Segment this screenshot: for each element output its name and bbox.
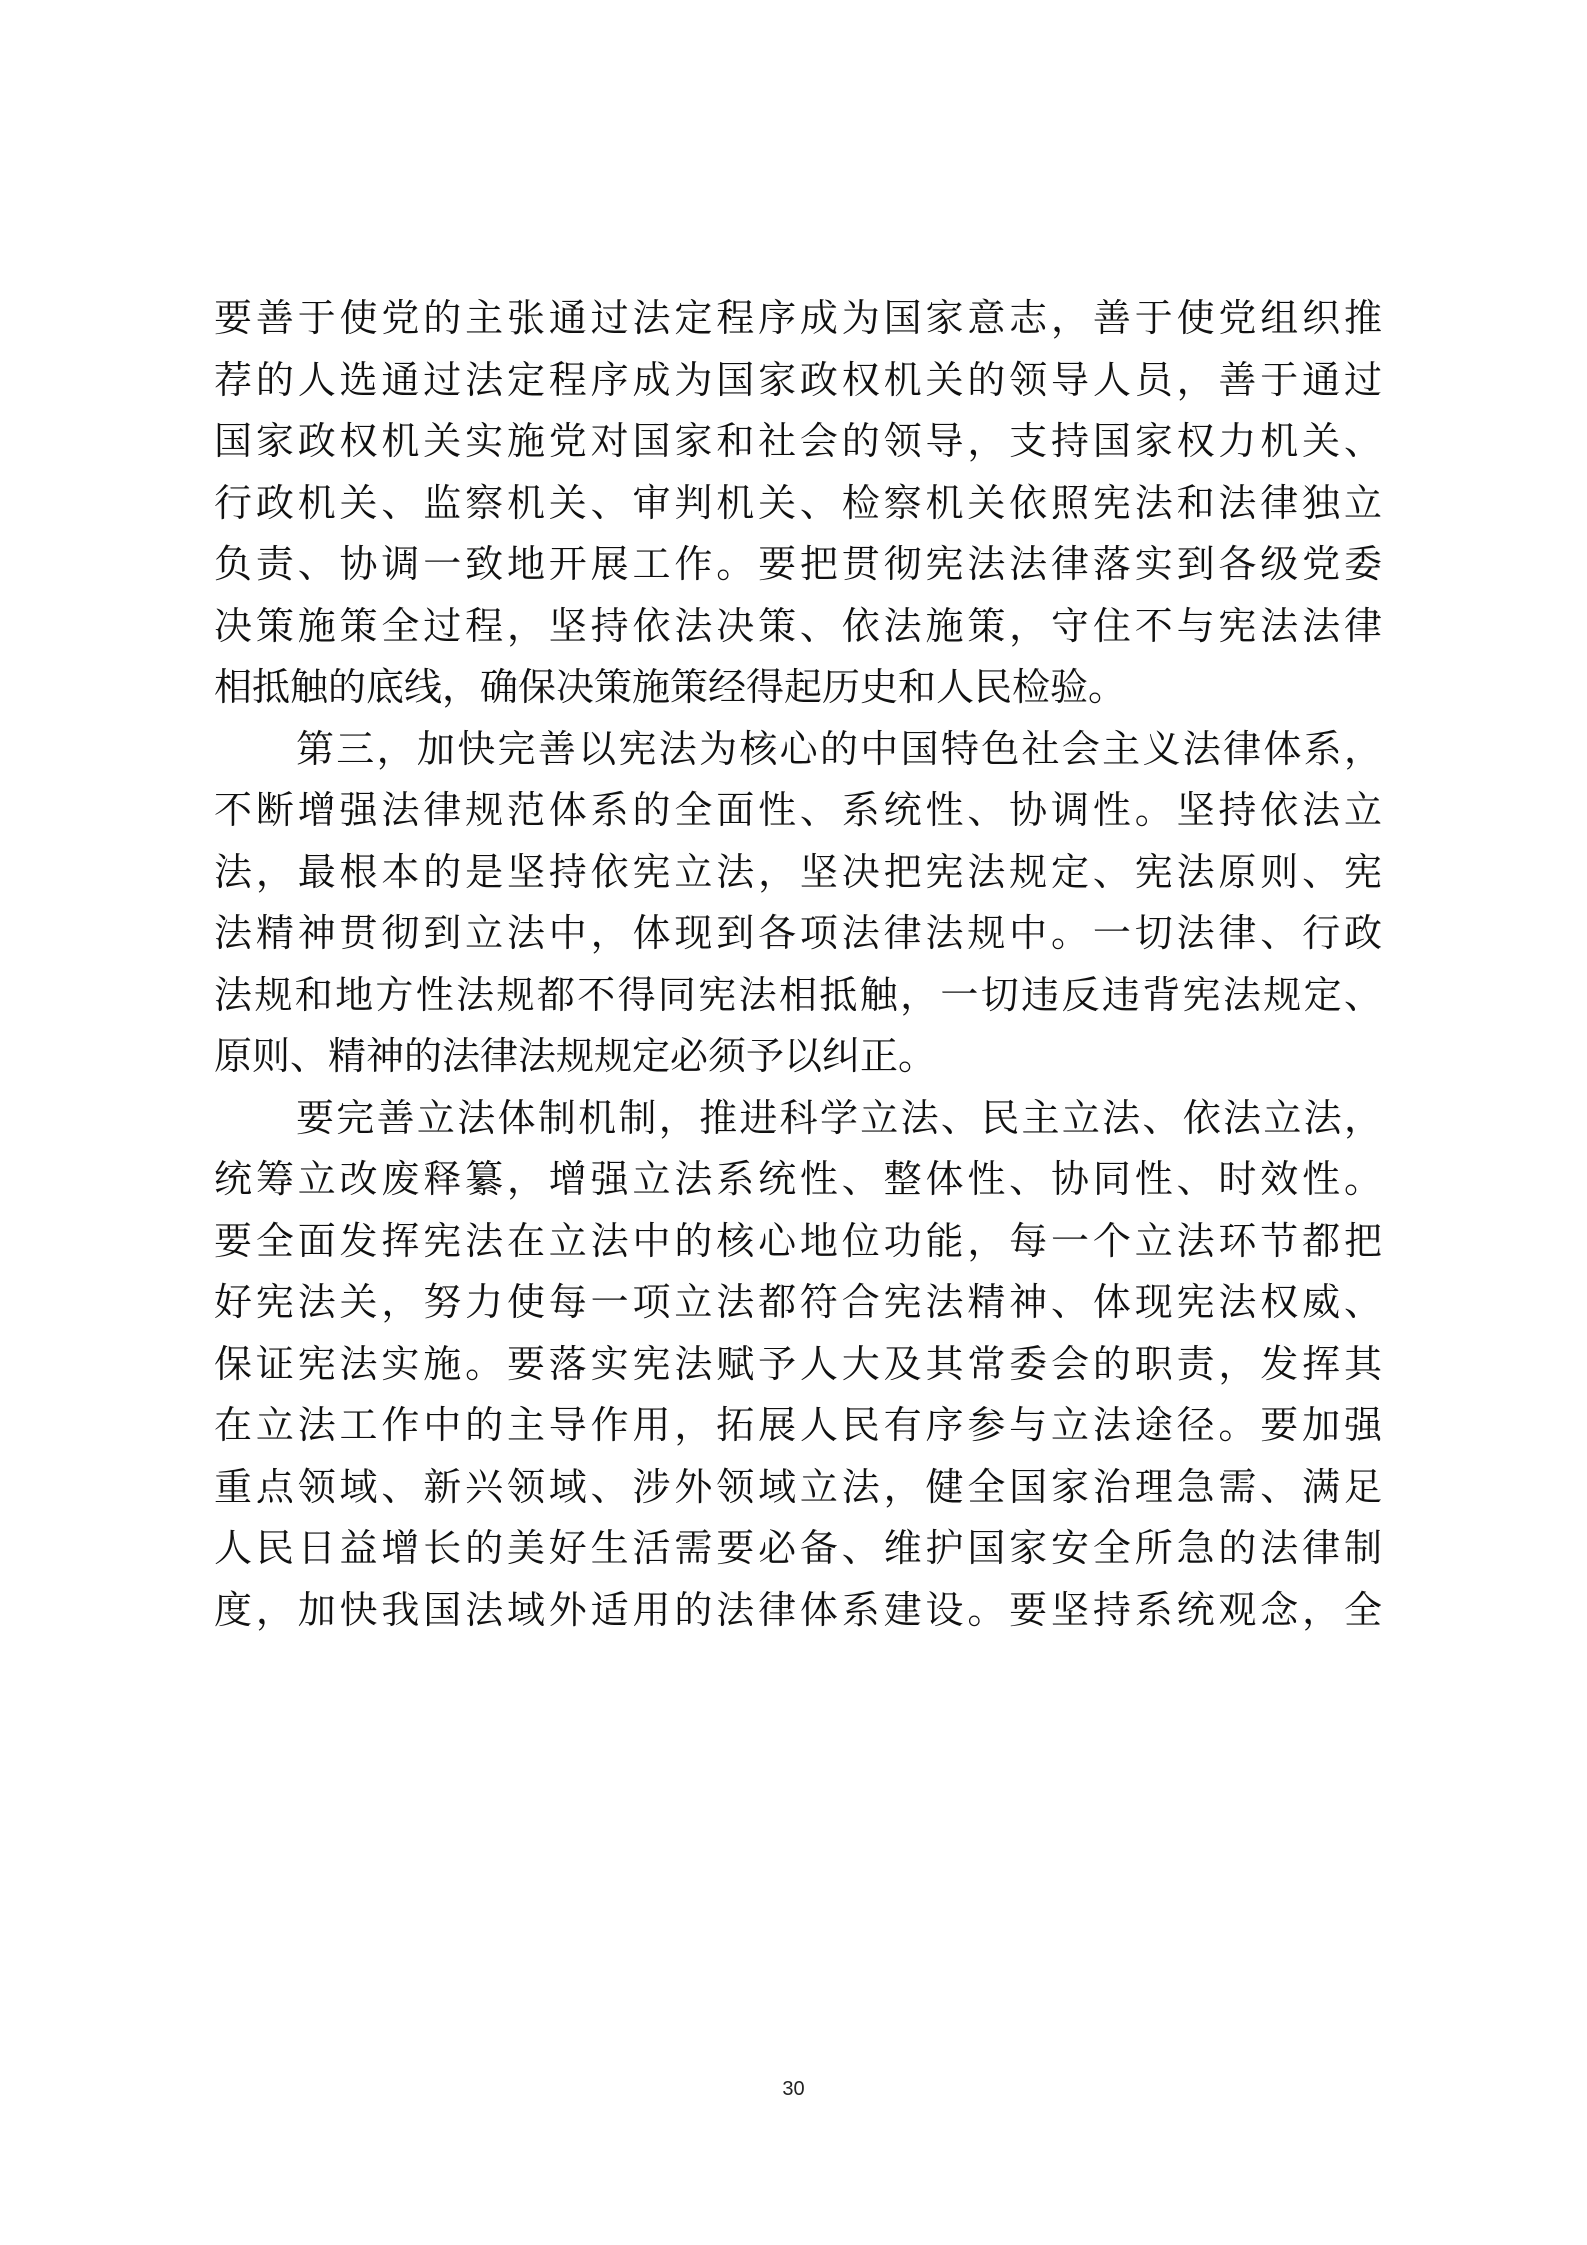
text-line: 相抵触的底线，确保决策施策经得起历史和人民检验。	[214, 665, 1127, 709]
text-line: 决策施策全过程，坚持依法决策、依法施策，守住不与宪法法律	[214, 603, 1382, 648]
text-line: 统筹立改废释纂，增强立法系统性、整体性、协同性、时效性。	[214, 1157, 1382, 1201]
text-line: 国家政权机关实施党对国家和社会的领导，支持国家权力机关、	[214, 419, 1382, 463]
paragraph-first-line: 要完善立法体制机制，推进科学立法、民主立法、依法立法，	[296, 1095, 1382, 1140]
text-line: 重点领域、新兴领域、涉外领域立法，健全国家治理急需、满足	[214, 1464, 1382, 1509]
text-line: 荐的人选通过法定程序成为国家政权机关的领导人员，善于通过	[214, 357, 1382, 402]
page-number: 30	[782, 2078, 805, 2100]
text-line: 要善于使党的主张通过法定程序成为国家意志，善于使党组织推	[214, 296, 1382, 340]
text-line: 好宪法关，努力使每一项立法都符合宪法精神、体现宪法权威、	[214, 1280, 1382, 1324]
text-line: 法精神贯彻到立法中，体现到各项法律法规中。一切法律、行政	[214, 911, 1382, 955]
text-line: 人民日益增长的美好生活需要必备、维护国家安全所急的法律制	[214, 1526, 1382, 1570]
text-line: 要全面发挥宪法在立法中的核心地位功能，每一个立法环节都把	[214, 1218, 1382, 1263]
paragraph-first-line: 第三，加快完善以宪法为核心的中国特色社会主义法律体系，	[296, 726, 1382, 771]
text-line: 不断增强法律规范体系的全面性、系统性、协调性。坚持依法立	[214, 788, 1382, 832]
text-line: 保证宪法实施。要落实宪法赋予人大及其常委会的职责，发挥其	[214, 1341, 1382, 1386]
text-line: 原则、精神的法律法规规定必须予以纠正。	[214, 1034, 937, 1078]
text-line: 行政机关、监察机关、审判机关、检察机关依照宪法和法律独立	[214, 480, 1382, 525]
text-line: 在立法工作中的主导作用，拓展人民有序参与立法途径。要加强	[214, 1403, 1382, 1447]
text-line: 负责、协调一致地开展工作。要把贯彻宪法法律落实到各级党委	[214, 542, 1382, 586]
text-line: 度，加快我国法域外适用的法律体系建设。要坚持系统观念，全	[214, 1587, 1382, 1632]
text-line: 法规和地方性法规都不得同宪法相抵触，一切违反违背宪法规定、	[214, 972, 1382, 1017]
text-line: 法，最根本的是坚持依宪立法，坚决把宪法规定、宪法原则、宪	[214, 849, 1382, 894]
body-text	[214, 288, 1382, 1641]
